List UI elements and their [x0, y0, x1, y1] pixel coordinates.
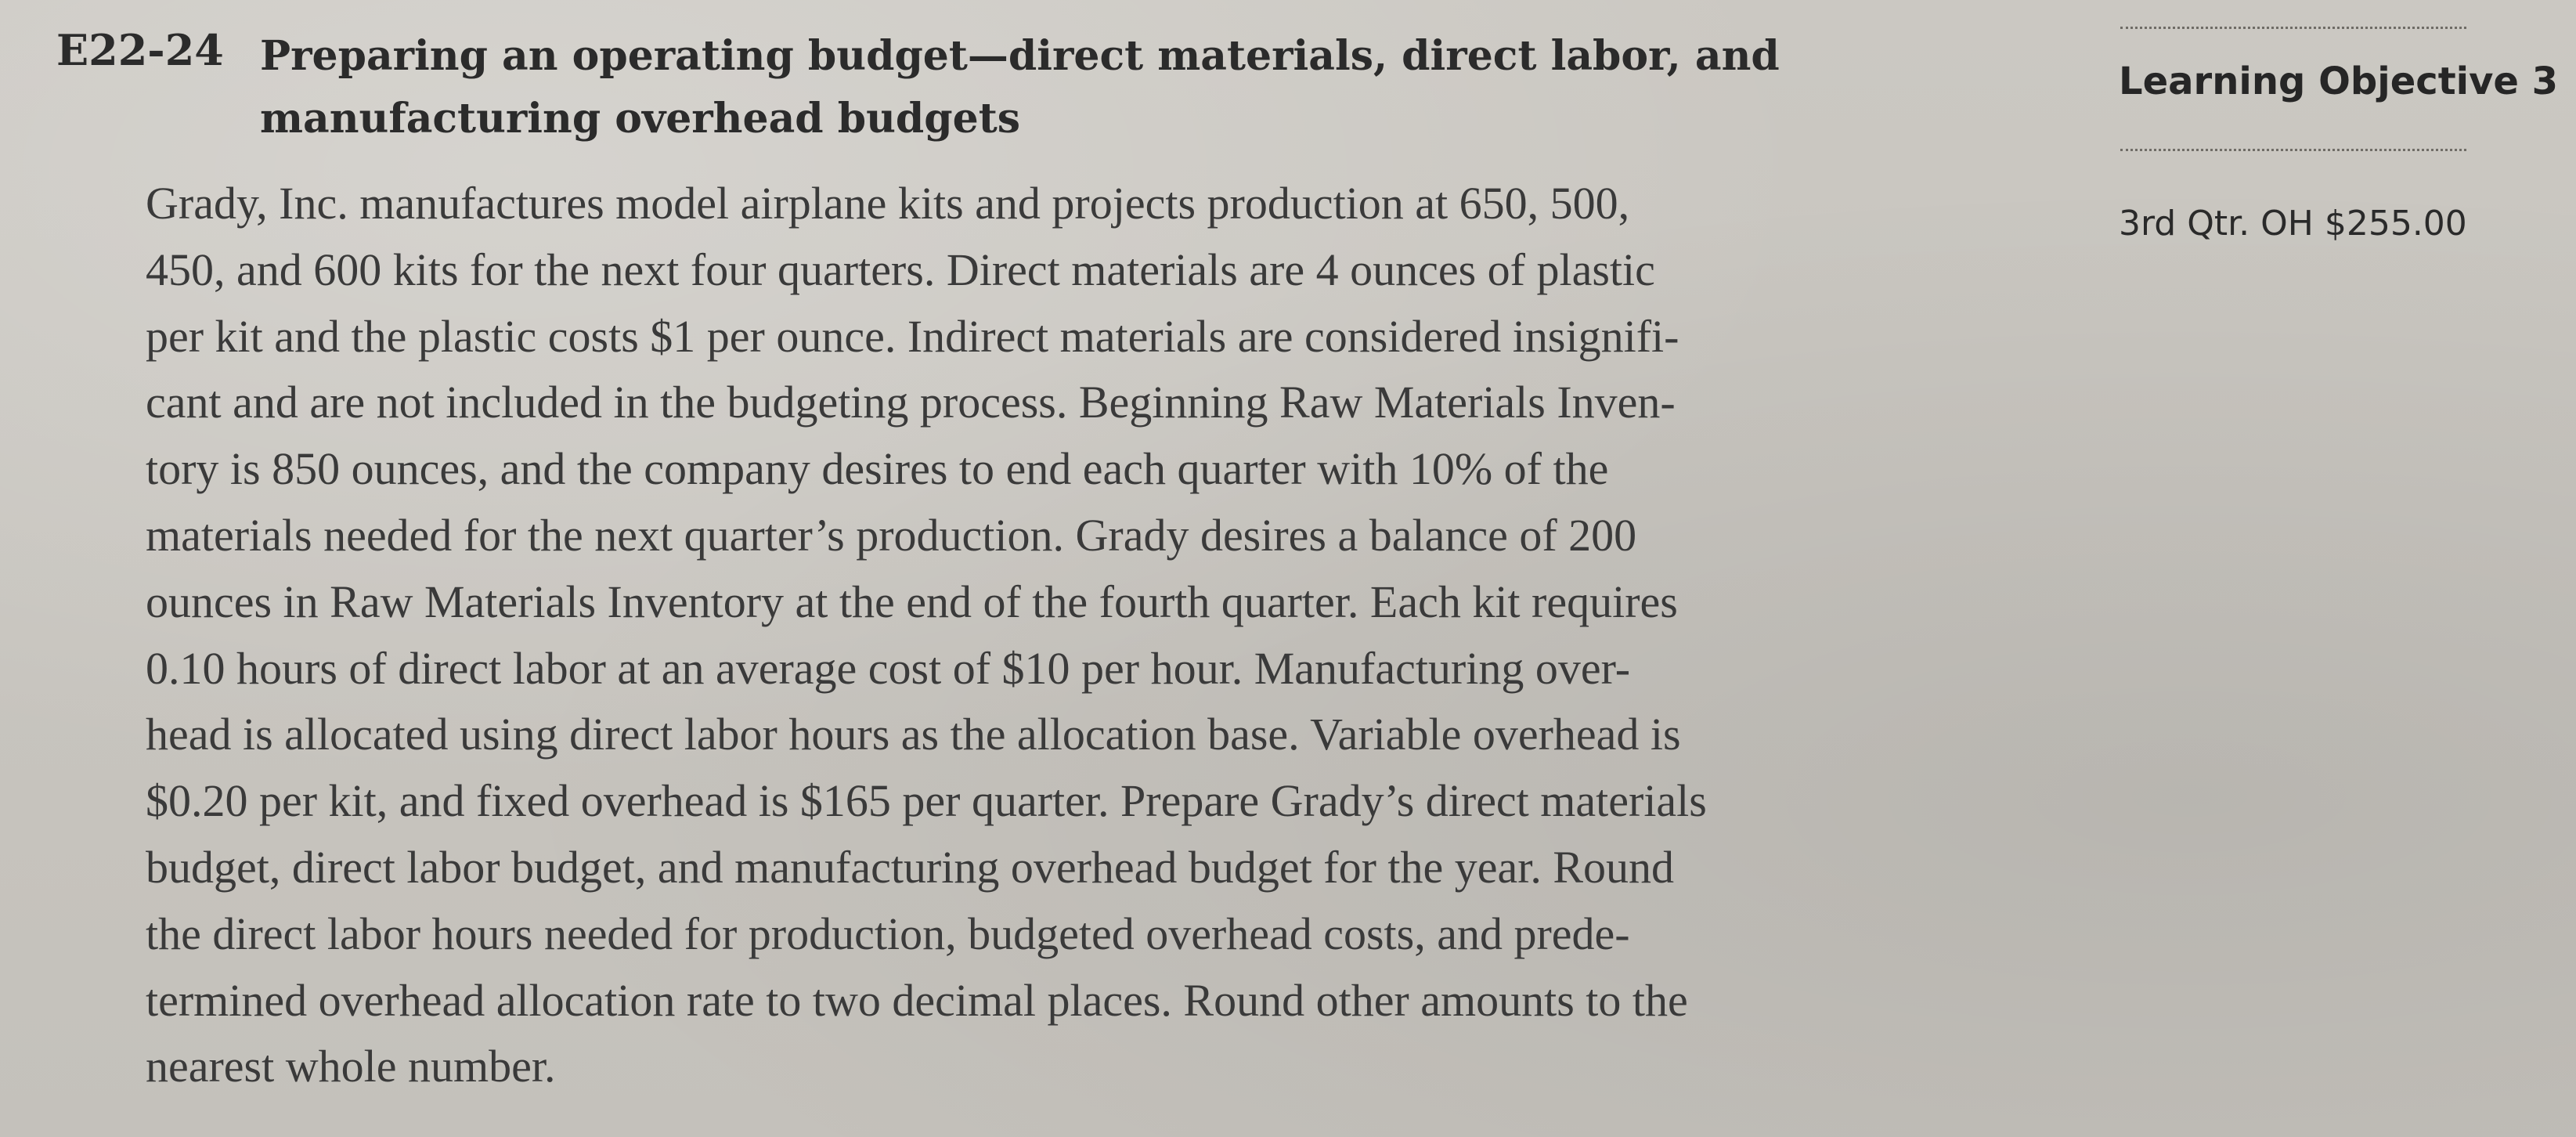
body-line: per kit and the plastic costs $1 per ounce. Indirect materials are considered insignifi- [146, 310, 1679, 362]
exercise-title-line: Preparing an operating budget—direct materials, direct labor, and [260, 32, 1780, 80]
body-line: the direct labor hours needed for production, budgeted overhead costs, and prede- [146, 908, 1630, 959]
body-line: nearest whole number. [146, 1041, 556, 1092]
body-line: materials needed for the next quarter’s production. Grady desires a balance of 200 [146, 509, 1637, 561]
body-line: ounces in Raw Materials Inventory at the end of the fourth quarter. Each kit requires [146, 576, 1678, 627]
exercise-title-line: manufacturing overhead budgets [260, 95, 1020, 143]
exercise-number: E22-24 [56, 25, 224, 75]
body-line: cant and are not included in the budgeting process. Beginning Raw Materials Inven- [146, 377, 1676, 428]
check-figure-note: 3rd Qtr. OH $255.00 [2119, 204, 2467, 244]
exercise-body [146, 171, 2025, 1100]
learning-objective-bottom-rule [2120, 149, 2466, 151]
body-line: tory is 850 ounces, and the company desires to end each quarter with 10% of the [146, 443, 1609, 495]
body-line: Grady, Inc. manufactures model airplane kits and projects production at 650, 500, [146, 178, 1630, 229]
learning-objective-top-rule [2120, 27, 2466, 29]
learning-objective-label: Learning Objective 3 [2119, 60, 2559, 103]
body-line: 0.10 hours of direct labor at an average cost of $10 per hour. Manufacturing over- [146, 642, 1631, 694]
body-line: termined overhead allocation rate to two decimal places. Round other amounts to the [146, 974, 1688, 1026]
exercise-title [260, 25, 1889, 150]
body-line: budget, direct labor budget, and manufacturing overhead budget for the year. Round [146, 841, 1675, 893]
body-line: $0.20 per kit, and fixed overhead is $165 per quarter. Prepare Grady’s direct materials [146, 775, 1707, 827]
body-line: 450, and 600 kits for the next four quarters. Direct materials are 4 ounces of plastic [146, 244, 1655, 295]
body-line: head is allocated using direct labor hours as the allocation base. Variable overhead is [146, 709, 1681, 760]
